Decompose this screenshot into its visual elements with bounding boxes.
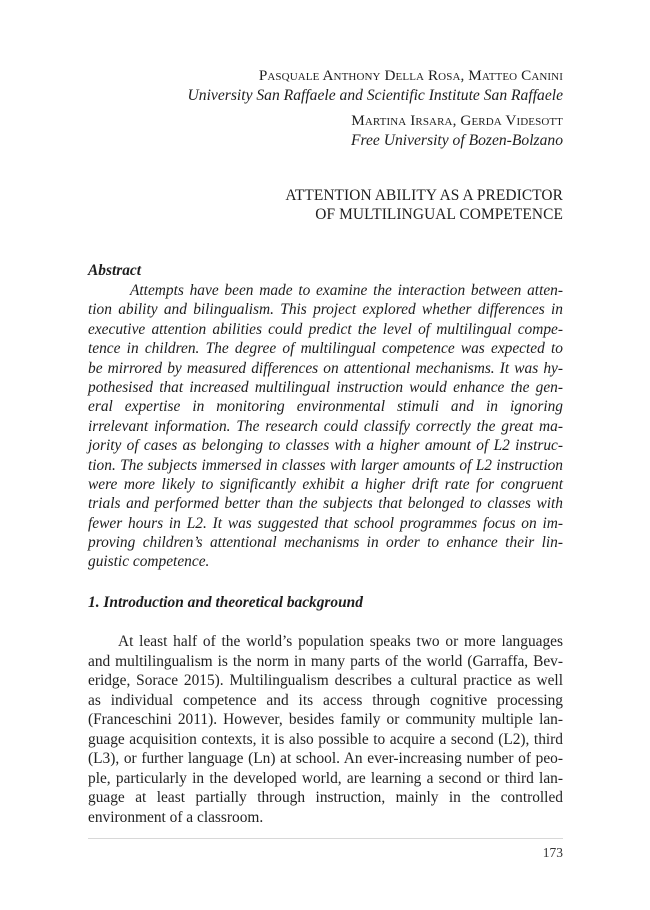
abstract-line: Attempts have been made to examine the interaction between atten-: [130, 282, 563, 299]
abstract-line: trials and performed better than the subjects that belonged to classes with: [88, 495, 563, 513]
section-heading: 1. Introduction and theoretical background: [88, 594, 363, 611]
abstract-line: tion ability and bilingualism. This project explored whether differences in: [88, 301, 563, 319]
body-line: and multilingualism is the norm in many parts of the world (Garraffa, Bev-: [88, 652, 563, 670]
abstract-line: pothesised that increased multilingual instruction would enhance the gen-: [88, 378, 563, 396]
body-line: as individual competence and its access through cognitive processing: [88, 691, 563, 709]
page-number: 173: [542, 845, 563, 860]
abstract-line: fewer hours in L2. It was suggested that school programmes focus on im-: [88, 514, 563, 532]
affiliation-2: Free University of Bozen-Bolzano: [350, 132, 563, 149]
abstract-line: be mirrored by measured differences on attentional mechanisms. It was hy-: [88, 359, 563, 377]
title-line-1: ATTENTION ABILITY AS A PREDICTOR: [285, 187, 563, 204]
body-line: ple, particularly in the developed world, are learning a second or third lan-: [88, 769, 563, 787]
author-names-2: Martina Irsara, Gerda Videsott: [351, 112, 563, 129]
author-block-1: [188, 66, 563, 106]
abstract-line: executive attention abilities could predict the level of multilingual compe-: [88, 320, 563, 338]
abstract-line: irrelevant information. The research could classify correctly the great ma-: [88, 417, 563, 435]
section-body: [88, 632, 563, 827]
body-line: environment of a classroom.: [88, 808, 264, 826]
footer-divider: [88, 838, 563, 839]
abstract-line: were more likely to significantly exhibit a higher drift rate for congruent: [88, 475, 563, 493]
author-names-1: Pasquale Anthony Della Rosa, Matteo Canini: [258, 67, 563, 84]
body-line: eridge, Sorace 2015). Multilingualism describes a cultural practice as well: [88, 672, 563, 689]
body-line: guage acquisition contexts, it is also possible to acquire a second (L2), third: [88, 730, 563, 748]
abstract-body: [88, 281, 563, 572]
paper-title: [285, 186, 563, 224]
author-block-2: [351, 111, 563, 151]
abstract-heading: Abstract: [88, 262, 142, 279]
abstract-line: eral expertise in monitoring environmental stimuli and in ignoring: [88, 398, 563, 416]
abstract-line: tence in children. The degree of multilingual competence was expected to: [88, 340, 563, 358]
title-line-2: OF MULTILINGUAL COMPETENCE: [315, 206, 563, 223]
body-line: At least half of the world’s population speaks two or more languages: [118, 633, 563, 650]
body-line: (Franceschini 2011). However, besides family or community multiple lan-: [88, 711, 563, 728]
body-line: guage at least partially through instruction, mainly in the controlled: [88, 789, 563, 806]
abstract-line: tion. The subjects immersed in classes with larger amounts of L2 instruction: [88, 456, 563, 474]
abstract-line: jority of cases as belonging to classes with a higher amount of L2 instruc-: [88, 437, 563, 455]
affiliation-1: University San Raffaele and Scientific Institute San Raffaele: [187, 87, 563, 104]
body-line: (L3), or further language (Ln) at school. An ever-increasing number of peo-: [88, 750, 563, 767]
abstract-line: proving children’s attentional mechanisms in order to enhance their lin-: [88, 534, 563, 552]
abstract-line: guistic competence.: [88, 553, 210, 571]
